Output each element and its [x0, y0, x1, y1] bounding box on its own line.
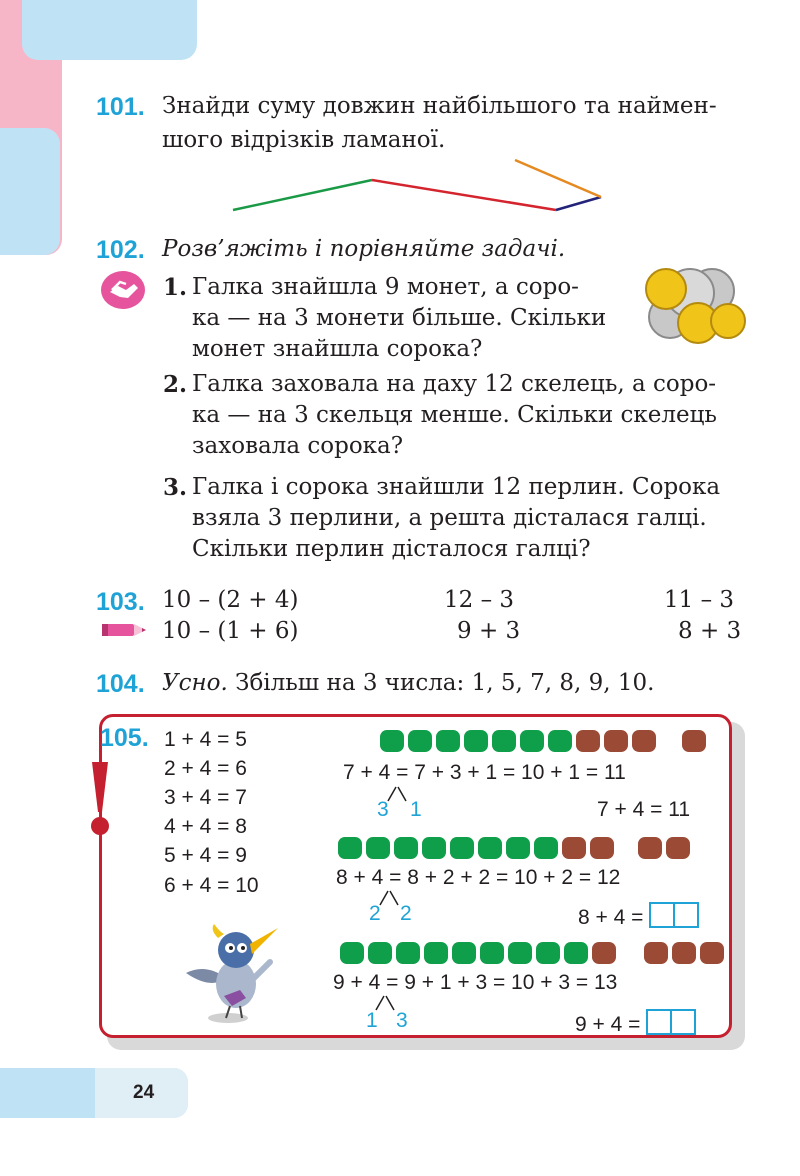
task-103-r2-c3: 8 + 3: [678, 618, 742, 644]
counter-green: [520, 730, 544, 752]
subtask-2-line-2: ка — на 3 скельця менше. Скільки скелець: [192, 402, 717, 428]
counter-green: [450, 837, 474, 859]
counter-green: [548, 730, 572, 752]
subtask-1-line-3: монет знайшла сорока?: [192, 336, 483, 362]
exclamation-icon: [88, 760, 112, 838]
counter-row-3: [340, 942, 730, 964]
counter-green: [368, 942, 392, 964]
subtask-1-number: 1.: [163, 274, 188, 301]
counter-green: [506, 837, 530, 859]
task-101-line-1: Знайди суму довжин найбільшого та наймен-: [162, 93, 717, 119]
task-103-r2-c1: 10 – (1 + 6): [162, 618, 299, 644]
counter-brown: [638, 837, 662, 859]
answer-box-3a[interactable]: [646, 1009, 672, 1035]
equation-2: 8 + 4 = 8 + 2 + 2 = 10 + 2 = 12: [336, 866, 621, 889]
counter-green: [340, 942, 364, 964]
polyline-figure: [0, 0, 800, 240]
counter-green: [452, 942, 476, 964]
task-104-instruction: Збільш на 3 числа: 1, 5, 7, 8, 9, 10.: [235, 670, 655, 696]
counter-green: [422, 837, 446, 859]
counter-brown: [682, 730, 706, 752]
left-eq-1: 1 + 4 = 5: [164, 728, 247, 751]
split-2-b: 2: [400, 902, 412, 925]
counter-brown: [592, 942, 616, 964]
result-2-text: 8 + 4 =: [578, 906, 644, 929]
left-eq-2: 2 + 4 = 6: [164, 757, 247, 780]
left-eq-5: 5 + 4 = 9: [164, 844, 247, 867]
equation-1: 7 + 4 = 7 + 3 + 1 = 10 + 1 = 11: [343, 761, 626, 784]
counter-green: [394, 837, 418, 859]
answer-box-3b[interactable]: [672, 1009, 696, 1035]
task-103-r1-c3: 11 – 3: [664, 587, 735, 613]
counter-green: [478, 837, 502, 859]
split-3-b: 3: [396, 1009, 408, 1032]
task-102-number: 102.: [96, 236, 145, 264]
split-1-b: 1: [410, 798, 422, 821]
counter-green: [492, 730, 516, 752]
result-1: 7 + 4 = 11: [597, 798, 691, 821]
equation-3: 9 + 4 = 9 + 1 + 3 = 10 + 3 = 13: [333, 971, 618, 994]
task-104-label: Усно.: [162, 670, 228, 696]
counter-green: [480, 942, 504, 964]
subtask-1-line-1: Галка знайшла 9 монет, а соро-: [192, 274, 579, 300]
counter-brown: [590, 837, 614, 859]
counter-brown: [604, 730, 628, 752]
answer-box-2a[interactable]: [649, 902, 675, 928]
counter-green: [380, 730, 404, 752]
counter-brown: [644, 942, 668, 964]
handshake-icon: [100, 270, 146, 310]
subtask-1-line-2: ка — на 3 монети більше. Скільки: [192, 305, 607, 331]
counter-green: [436, 730, 460, 752]
counter-green: [366, 837, 390, 859]
subtask-2-line-1: Галка заховала на даху 12 скелець, а соро-: [192, 371, 717, 397]
split-2-a: 2: [369, 902, 381, 925]
split-3-a: 1: [366, 1009, 378, 1032]
task-103-r1-c1: 10 – (2 + 4): [162, 587, 299, 613]
task-103-r2-c2: 9 + 3: [457, 618, 521, 644]
counter-brown: [700, 942, 724, 964]
left-eq-6: 6 + 4 = 10: [164, 874, 259, 897]
result-2: [578, 902, 699, 930]
counter-green: [424, 942, 448, 964]
pencil-icon: [100, 619, 148, 641]
split-1-a: 3: [377, 798, 389, 821]
counter-row-1: [380, 730, 710, 752]
counter-row-2: [338, 837, 698, 859]
task-103-r1-c2: 12 – 3: [444, 587, 515, 613]
counter-brown: [576, 730, 600, 752]
counter-green: [408, 730, 432, 752]
counter-green: [508, 942, 532, 964]
counter-green: [338, 837, 362, 859]
coins-icon: [640, 265, 746, 345]
counter-green: [396, 942, 420, 964]
subtask-2-number: 2.: [163, 371, 188, 398]
task-105-number: 105.: [100, 724, 149, 752]
left-eq-4: 4 + 4 = 8: [164, 815, 247, 838]
task-104-number: 104.: [96, 670, 145, 698]
counter-brown: [666, 837, 690, 859]
subtask-3-number: 3.: [163, 474, 188, 501]
counter-green: [564, 942, 588, 964]
subtask-2-line-3: заховала сорока?: [192, 433, 404, 459]
counter-brown: [562, 837, 586, 859]
answer-box-2b[interactable]: [675, 902, 699, 928]
counter-green: [536, 942, 560, 964]
page-number: 24: [133, 1082, 155, 1103]
counter-green: [464, 730, 488, 752]
task-104-text: [162, 668, 654, 699]
subtask-3-line-3: Скільки перлин дісталося галці?: [192, 536, 591, 562]
counter-brown: [672, 942, 696, 964]
subtask-3-line-1: Галка і сорока знайшли 12 перлин. Сорока: [192, 474, 721, 500]
counter-brown: [632, 730, 656, 752]
task-101-line-2: шого відрізків ламаної.: [162, 127, 446, 153]
task-103-number: 103.: [96, 588, 145, 616]
task-101-number: 101.: [96, 93, 145, 121]
bird-illustration: [166, 918, 286, 1030]
left-eq-3: 3 + 4 = 7: [164, 786, 247, 809]
result-3: [575, 1009, 696, 1037]
task-102-title: Розв’яжіть і порівняйте задачі.: [162, 236, 566, 262]
counter-green: [534, 837, 558, 859]
subtask-3-line-2: взяла 3 перлини, а решта дісталася галці.: [192, 505, 707, 531]
result-3-text: 9 + 4 =: [575, 1013, 641, 1036]
